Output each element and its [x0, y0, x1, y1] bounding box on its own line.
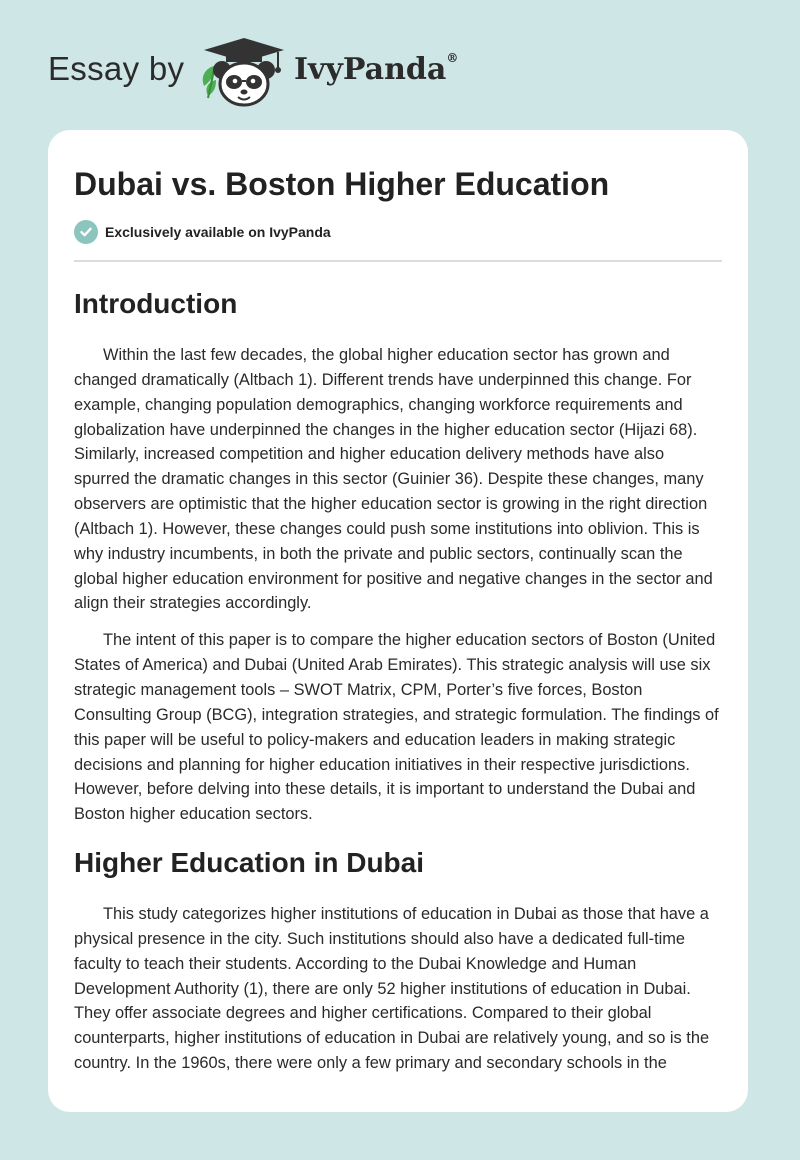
section-heading-introduction: Introduction	[74, 288, 238, 319]
site-header	[0, 0, 800, 130]
article-card	[48, 130, 748, 1112]
divider	[74, 260, 722, 262]
section-heading-higher-education-in-dubai: Higher Education in Dubai	[74, 847, 425, 879]
exclusive-badge-label: Exclusively available on IvyPanda	[105, 224, 331, 240]
paragraph: This study categorizes higher institutions of education in Dubai as those that have a physical presence in the city. Such institutions should also have a dedicated full-time faculty to teach their students. According to the Dubai Knowledge and Human Development Authority (1), there are only 52 higher institutions of education in Dubai. They offer associate degrees and higher certifications. Compared to their global counterparts, higher institutions of education in Dubai are relatively young, and so is the country. In the 1960s, there were only a few primary and secondary schools in the	[74, 905, 710, 1073]
essay-by-label: Essay by	[48, 50, 185, 87]
paragraph: The intent of this paper is to compare the higher education sectors of Boston (United States of America) and Dubai (United Arab Emirates). This strategic analysis will use six strategic management tools – SWOT Matrix, CPM, Porter’s five forces, Boston Consulting Group (BCG), integration strategies, and strategic formulation. The findings of this paper will be useful to policy-makers and education leaders in making strategic decisions and planning for higher education initiatives in their respective jurisdictions. However, before delving into these details, it is important to understand the Dubai and Boston higher education sectors.	[74, 631, 719, 824]
panda-graduation-cap-icon	[198, 36, 290, 108]
check-circle-icon	[74, 220, 98, 244]
registered-mark: ®	[446, 51, 459, 65]
paragraph: Within the last few decades, the global higher education sector has grown and changed dramatically (Altbach 1). Different trends have underpinned this change. For example, changing population demographics, changing workforce requirements and globalization have underpinned the changes in the higher education sector (Hijazi 68). Similarly, increased competition and higher education delivery methods have also spurred the dramatic changes in this sector (Guinier 36). Despite these changes, many observers are optimistic that the higher education sector is growing in the right direction (Altbach 1). However, these changes could push some institutions into oblivion. This is why industry incumbents, in both the private and public sectors, continually scan the global higher education environment for positive and negative changes in the sector and align their strategies accordingly.	[74, 346, 713, 613]
brand-name: IvyPanda	[294, 52, 447, 87]
brand-logo[interactable]	[294, 52, 458, 87]
exclusive-badge	[74, 220, 722, 244]
article-title: Dubai vs. Boston Higher Education	[74, 166, 610, 202]
